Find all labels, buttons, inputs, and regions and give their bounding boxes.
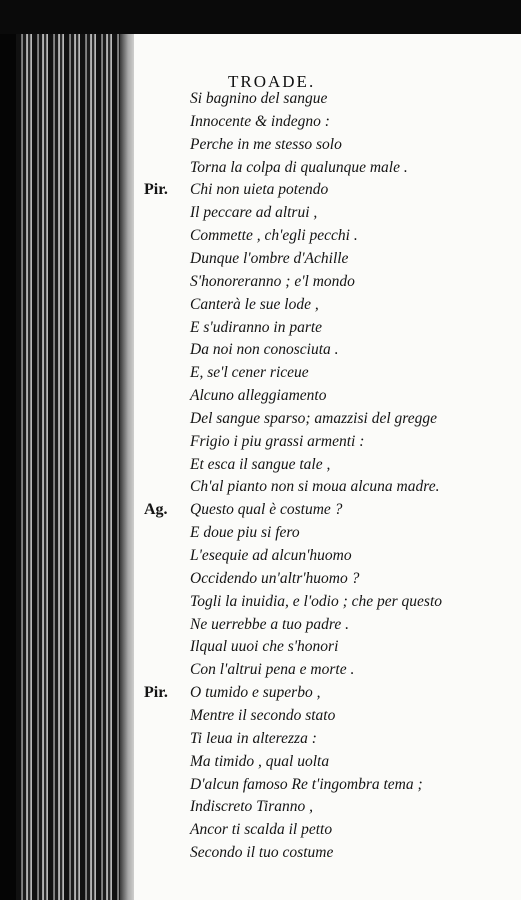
verse-line-text: Del sangue sparso; amazzisi del gregge (190, 409, 437, 427)
verse-line (0, 818, 521, 841)
verse-line-text: Ch'al pianto non si moua alcuna madre. (190, 478, 440, 496)
verse-line-text: Mentre il secondo stato (190, 706, 336, 724)
speaker-label: Ag. (144, 501, 168, 519)
verse-line-text: E s'udiranno in parte (190, 318, 323, 336)
verse-line (0, 453, 521, 476)
verse-line (0, 156, 521, 179)
verse-line-text: Frigio i piu grassi armenti : (190, 432, 365, 450)
verse-line (0, 430, 521, 453)
verse-line-text: E doue piu si fero (190, 524, 300, 542)
verse-line-text: L'esequie ad alcun'huomo (190, 547, 352, 564)
verse-line (0, 750, 521, 773)
verse-line-text: Questo qual è costume ? (190, 501, 343, 519)
verse-line-text: Et esca il sangue tale , (190, 455, 331, 473)
verse-line (0, 133, 521, 156)
verse-line-text: S'honoreranno ; e'l mondo (190, 272, 355, 290)
verse-line (0, 727, 521, 750)
verse-line-text: Alcuno alleggiamento (190, 387, 327, 405)
verse-line (0, 338, 521, 361)
verse-line-text: Da noi non conosciuta . (190, 341, 339, 359)
verse-line-text: Togli la inuidia, e l'odio ; che per questo (190, 592, 443, 610)
verse-line-text: Indiscreto Tiranno , (190, 798, 314, 816)
verse-line (0, 201, 521, 224)
verse-line-text: Commette , ch'egli pecchi . (190, 227, 358, 245)
verse-line (0, 590, 521, 613)
verse-line-text: Ancor ti scalda il petto (190, 821, 333, 839)
verse-line (0, 521, 521, 544)
verse-line-text: Canterà le sue lode , (190, 295, 319, 313)
verse-line (0, 613, 521, 636)
verse-line-text: Ilqual uuoi che s'honori (190, 638, 339, 656)
verse-line (0, 407, 521, 430)
verse-line-text: Ma timido , qual uolta (190, 752, 330, 770)
verse-line-text: D'alcun famoso Re t'ingombra tema ; (190, 775, 423, 793)
verse-line (0, 498, 521, 521)
verse-line-text: Il peccare ad altrui , (190, 204, 318, 222)
speaker-label: Pir. (144, 181, 168, 199)
verse-line-text: Ne uerrebbe a tuo padre . (190, 615, 349, 633)
verse-line-text: O tumido e superbo , (190, 684, 321, 702)
verse-line (0, 270, 521, 293)
verse-line (0, 475, 521, 498)
speaker-label: Pir. (144, 684, 168, 702)
verse-line (0, 293, 521, 316)
verse-line-text: E, se'l cener riceue (190, 364, 309, 382)
verse-line-text: Perche in me stesso solo (190, 135, 342, 153)
verse-line-text: Innocente & indegno : (190, 112, 330, 130)
verse-line (0, 87, 521, 110)
verse-line (0, 841, 521, 864)
verse-line-text: Secondo il tuo costume (190, 844, 334, 862)
verse-line-text: Dunque l'ombre d'Achille (190, 249, 349, 267)
verse-line (0, 795, 521, 818)
verse-line (0, 224, 521, 247)
verse-line-text: Chi non uieta potendo (190, 181, 329, 199)
verse-line (0, 110, 521, 133)
scan-top-border (0, 0, 521, 34)
verse-line-text: Ti leua in alterezza : (190, 729, 317, 747)
verse-line (0, 361, 521, 384)
verse-line (0, 544, 521, 567)
verse-line (0, 681, 521, 704)
verse-line-text: Occidendo un'altr'huomo ? (190, 569, 360, 587)
verse-line-text: Torna la colpa di qualunque male . (190, 158, 408, 176)
running-head: TROADE. (228, 72, 316, 91)
verse-line (0, 773, 521, 796)
verse-line (0, 178, 521, 201)
verse-line (0, 247, 521, 270)
verse-line (0, 384, 521, 407)
verse-line (0, 635, 521, 658)
verse-line (0, 567, 521, 590)
verse-line-text: Si bagnino del sangue (190, 90, 328, 107)
verse-line (0, 704, 521, 727)
verse-line-text: Con l'altrui pena e morte . (190, 661, 355, 679)
verse-line (0, 316, 521, 339)
verse-line (0, 658, 521, 681)
